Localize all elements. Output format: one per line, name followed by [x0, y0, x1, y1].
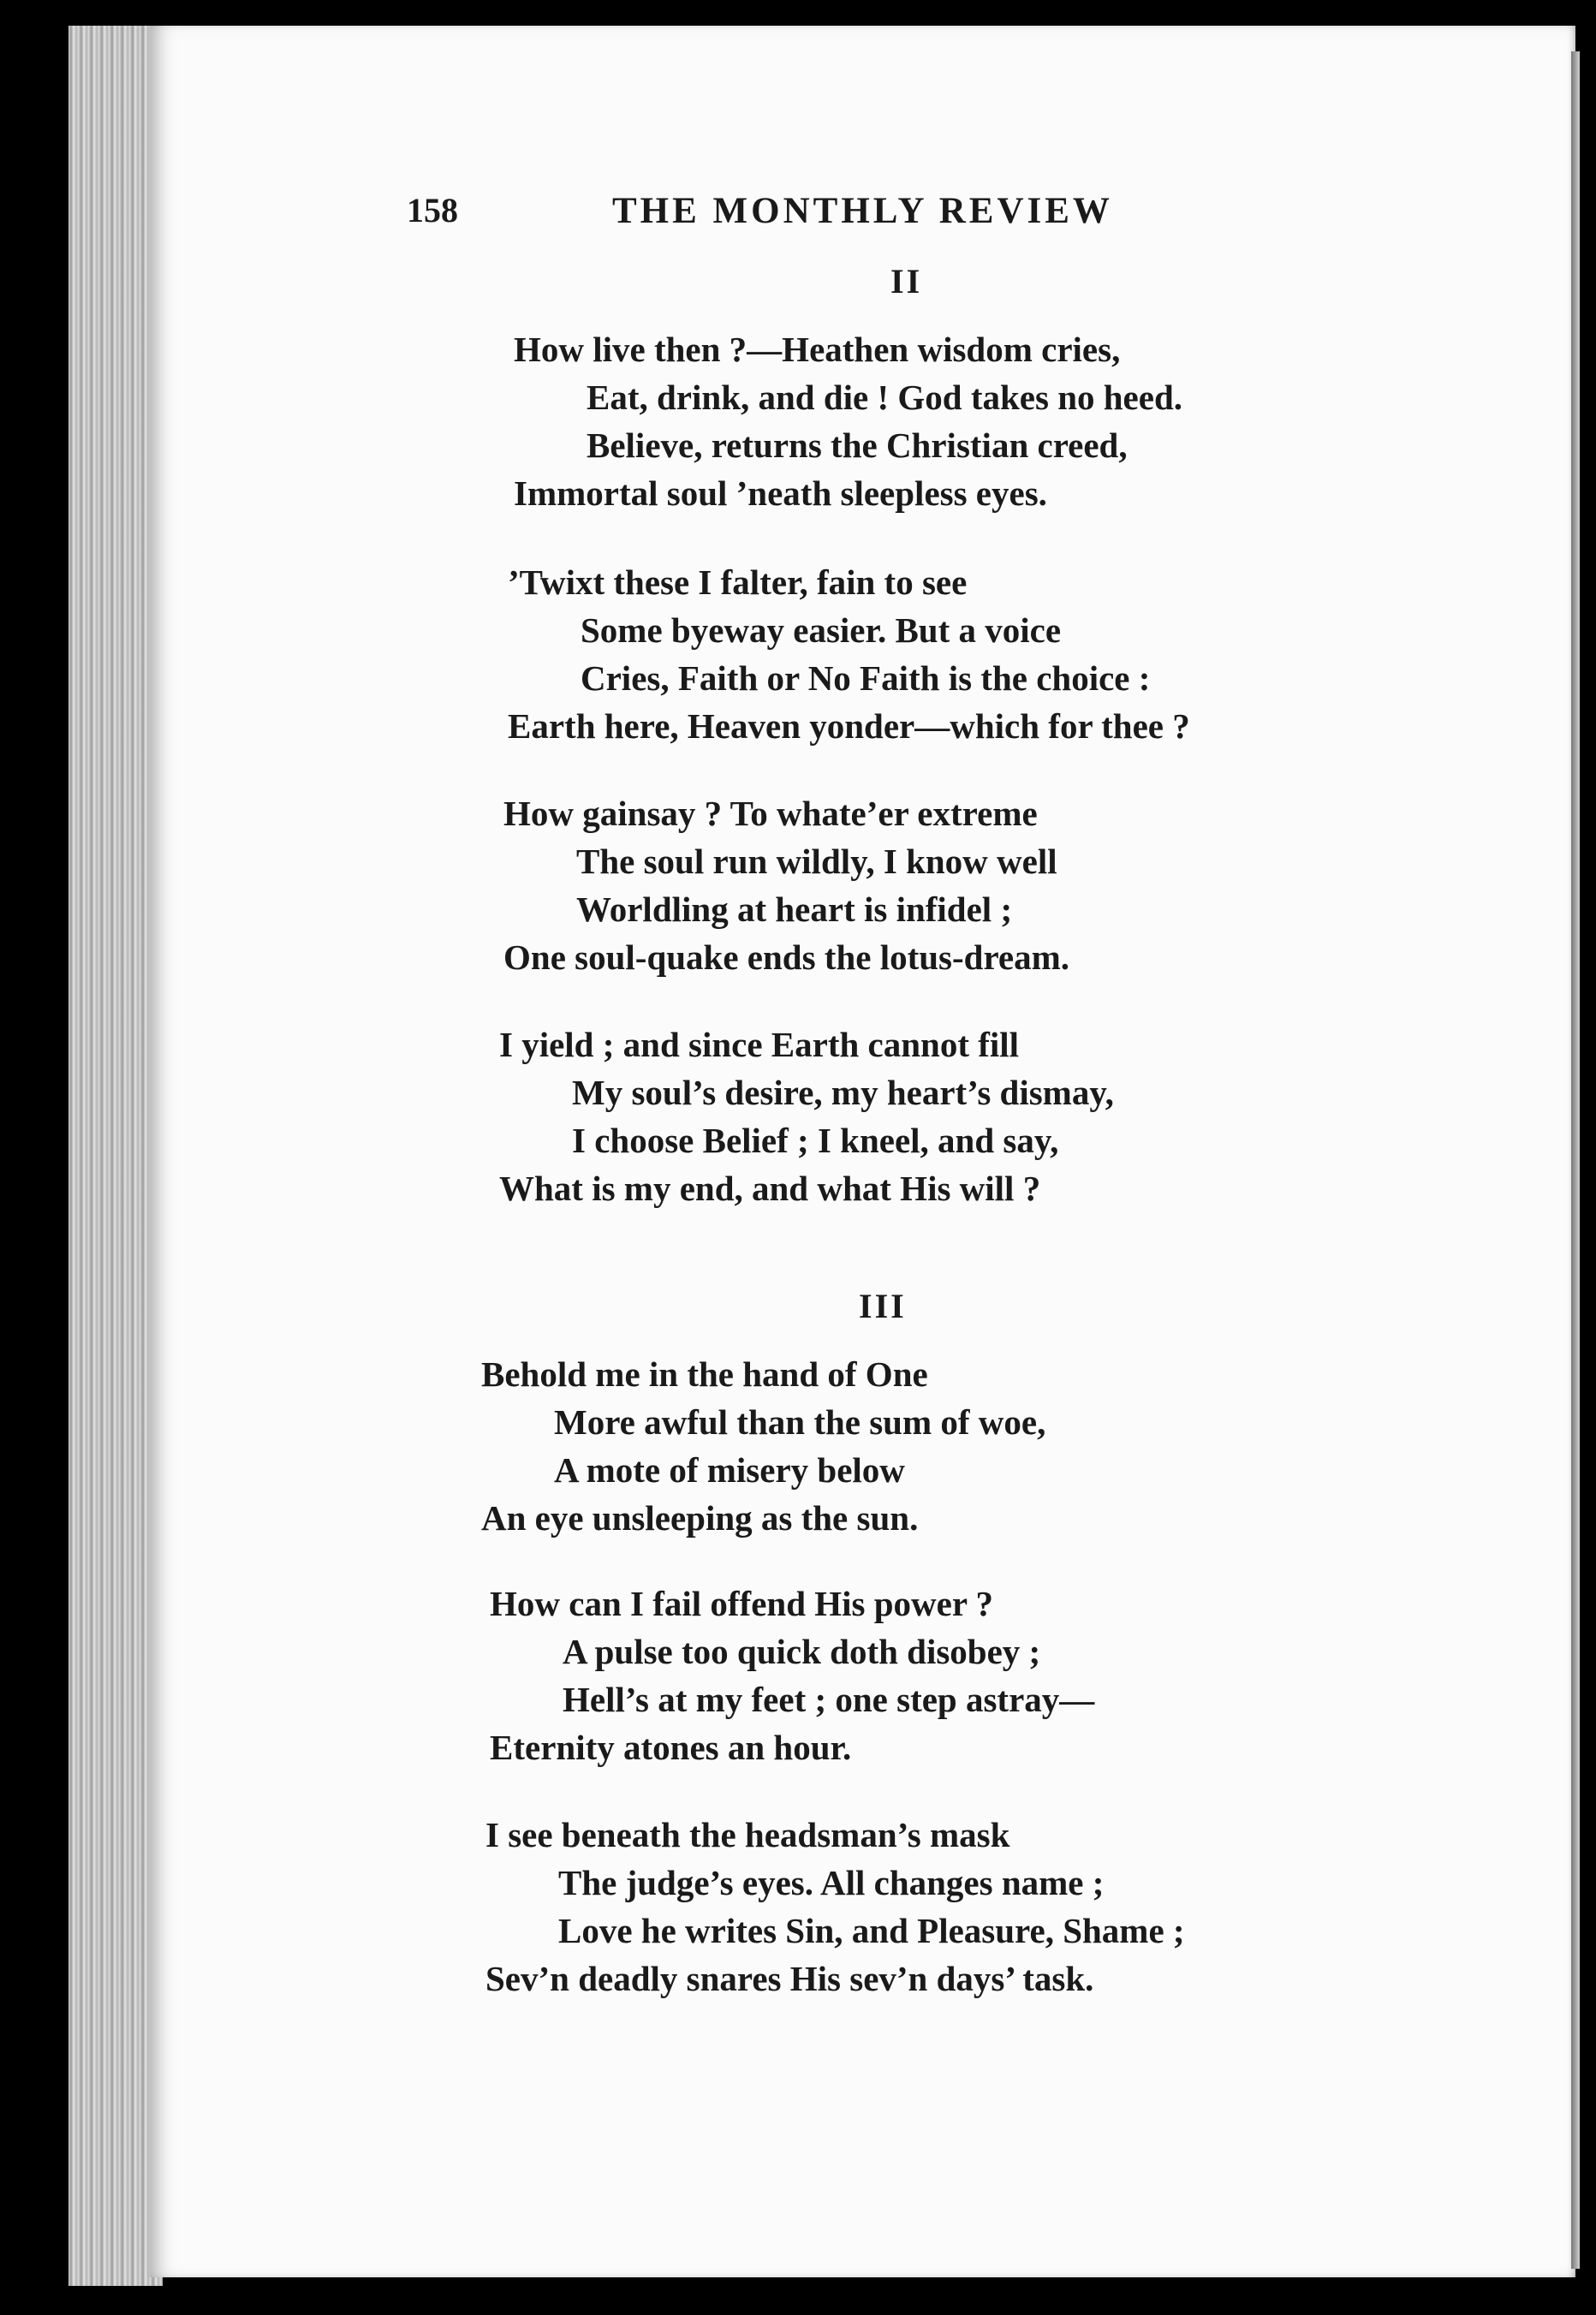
page-header	[0, 190, 1596, 241]
stanza	[481, 1350, 1045, 1542]
poem-line: A pulse too quick doth disobey ;	[563, 1632, 1041, 1671]
poem-line: The soul run wildly, I know well	[576, 842, 1057, 881]
stanza	[485, 1811, 1185, 2003]
poem-line: Believe, returns the Christian creed,	[587, 426, 1128, 465]
poem-line: Hell’s at my feet ; one step astray—	[563, 1680, 1095, 1719]
poem-line: I see beneath the headsman’s mask	[485, 1815, 1010, 1854]
stanza	[499, 1021, 1114, 1212]
poem-line: Cries, Faith or No Faith is the choice :	[581, 658, 1151, 698]
stanza	[503, 789, 1069, 981]
page-edges	[68, 26, 163, 2286]
section-heading-ii: II	[890, 262, 923, 301]
poem-line: I choose Belief ; I kneel, and say,	[572, 1121, 1059, 1160]
poem-line: Immortal soul ’neath sleepless eyes.	[514, 473, 1047, 513]
page-right-edge	[1571, 51, 1580, 2269]
poem-line: How can I fail offend His power ?	[490, 1584, 994, 1623]
poem-line: One soul-quake ends the lotus-dream.	[503, 937, 1070, 977]
poem-line: I yield ; and since Earth cannot fill	[499, 1025, 1020, 1064]
stanza	[514, 325, 1182, 517]
poem-line: Love he writes Sin, and Pleasure, Shame ;	[558, 1911, 1185, 1950]
poem-line: Earth here, Heaven yonder—which for thee ?	[508, 706, 1190, 746]
stanza	[490, 1580, 1094, 1771]
section-heading-iii: III	[859, 1287, 907, 1325]
poem-line: Sev’n deadly snares His sev’n days’ task.	[485, 1959, 1094, 1998]
poem-line: What is my end, and what His will ?	[499, 1169, 1041, 1208]
poem-line: More awful than the sum of woe,	[554, 1402, 1046, 1442]
poem-line: ’Twixt these I falter, fain to see	[508, 562, 968, 602]
poem-line: How live then ?—Heathen wisdom cries,	[514, 330, 1121, 369]
poem-line: An eye unsleeping as the sun.	[481, 1498, 919, 1538]
poem-line: How gainsay ? To whate’er extreme	[503, 794, 1038, 833]
poem-line: A mote of misery below	[554, 1450, 905, 1490]
poem-line: My soul’s desire, my heart’s dismay,	[572, 1073, 1114, 1112]
stanza	[508, 558, 1190, 750]
poem-line: Behold me in the hand of One	[481, 1354, 928, 1394]
poem-line: Eat, drink, and die ! God takes no heed.	[587, 378, 1182, 417]
poem-line: Some byeway easier. But a voice	[581, 610, 1062, 650]
running-title: THE MONTHLY REVIEW	[612, 191, 1113, 231]
poem-line: The judge’s eyes. All changes name ;	[558, 1863, 1105, 1902]
poem-line: Worldling at heart is infidel ;	[576, 890, 1013, 929]
poem-line: Eternity atones an hour.	[490, 1728, 852, 1767]
page-number: 158	[407, 191, 458, 229]
